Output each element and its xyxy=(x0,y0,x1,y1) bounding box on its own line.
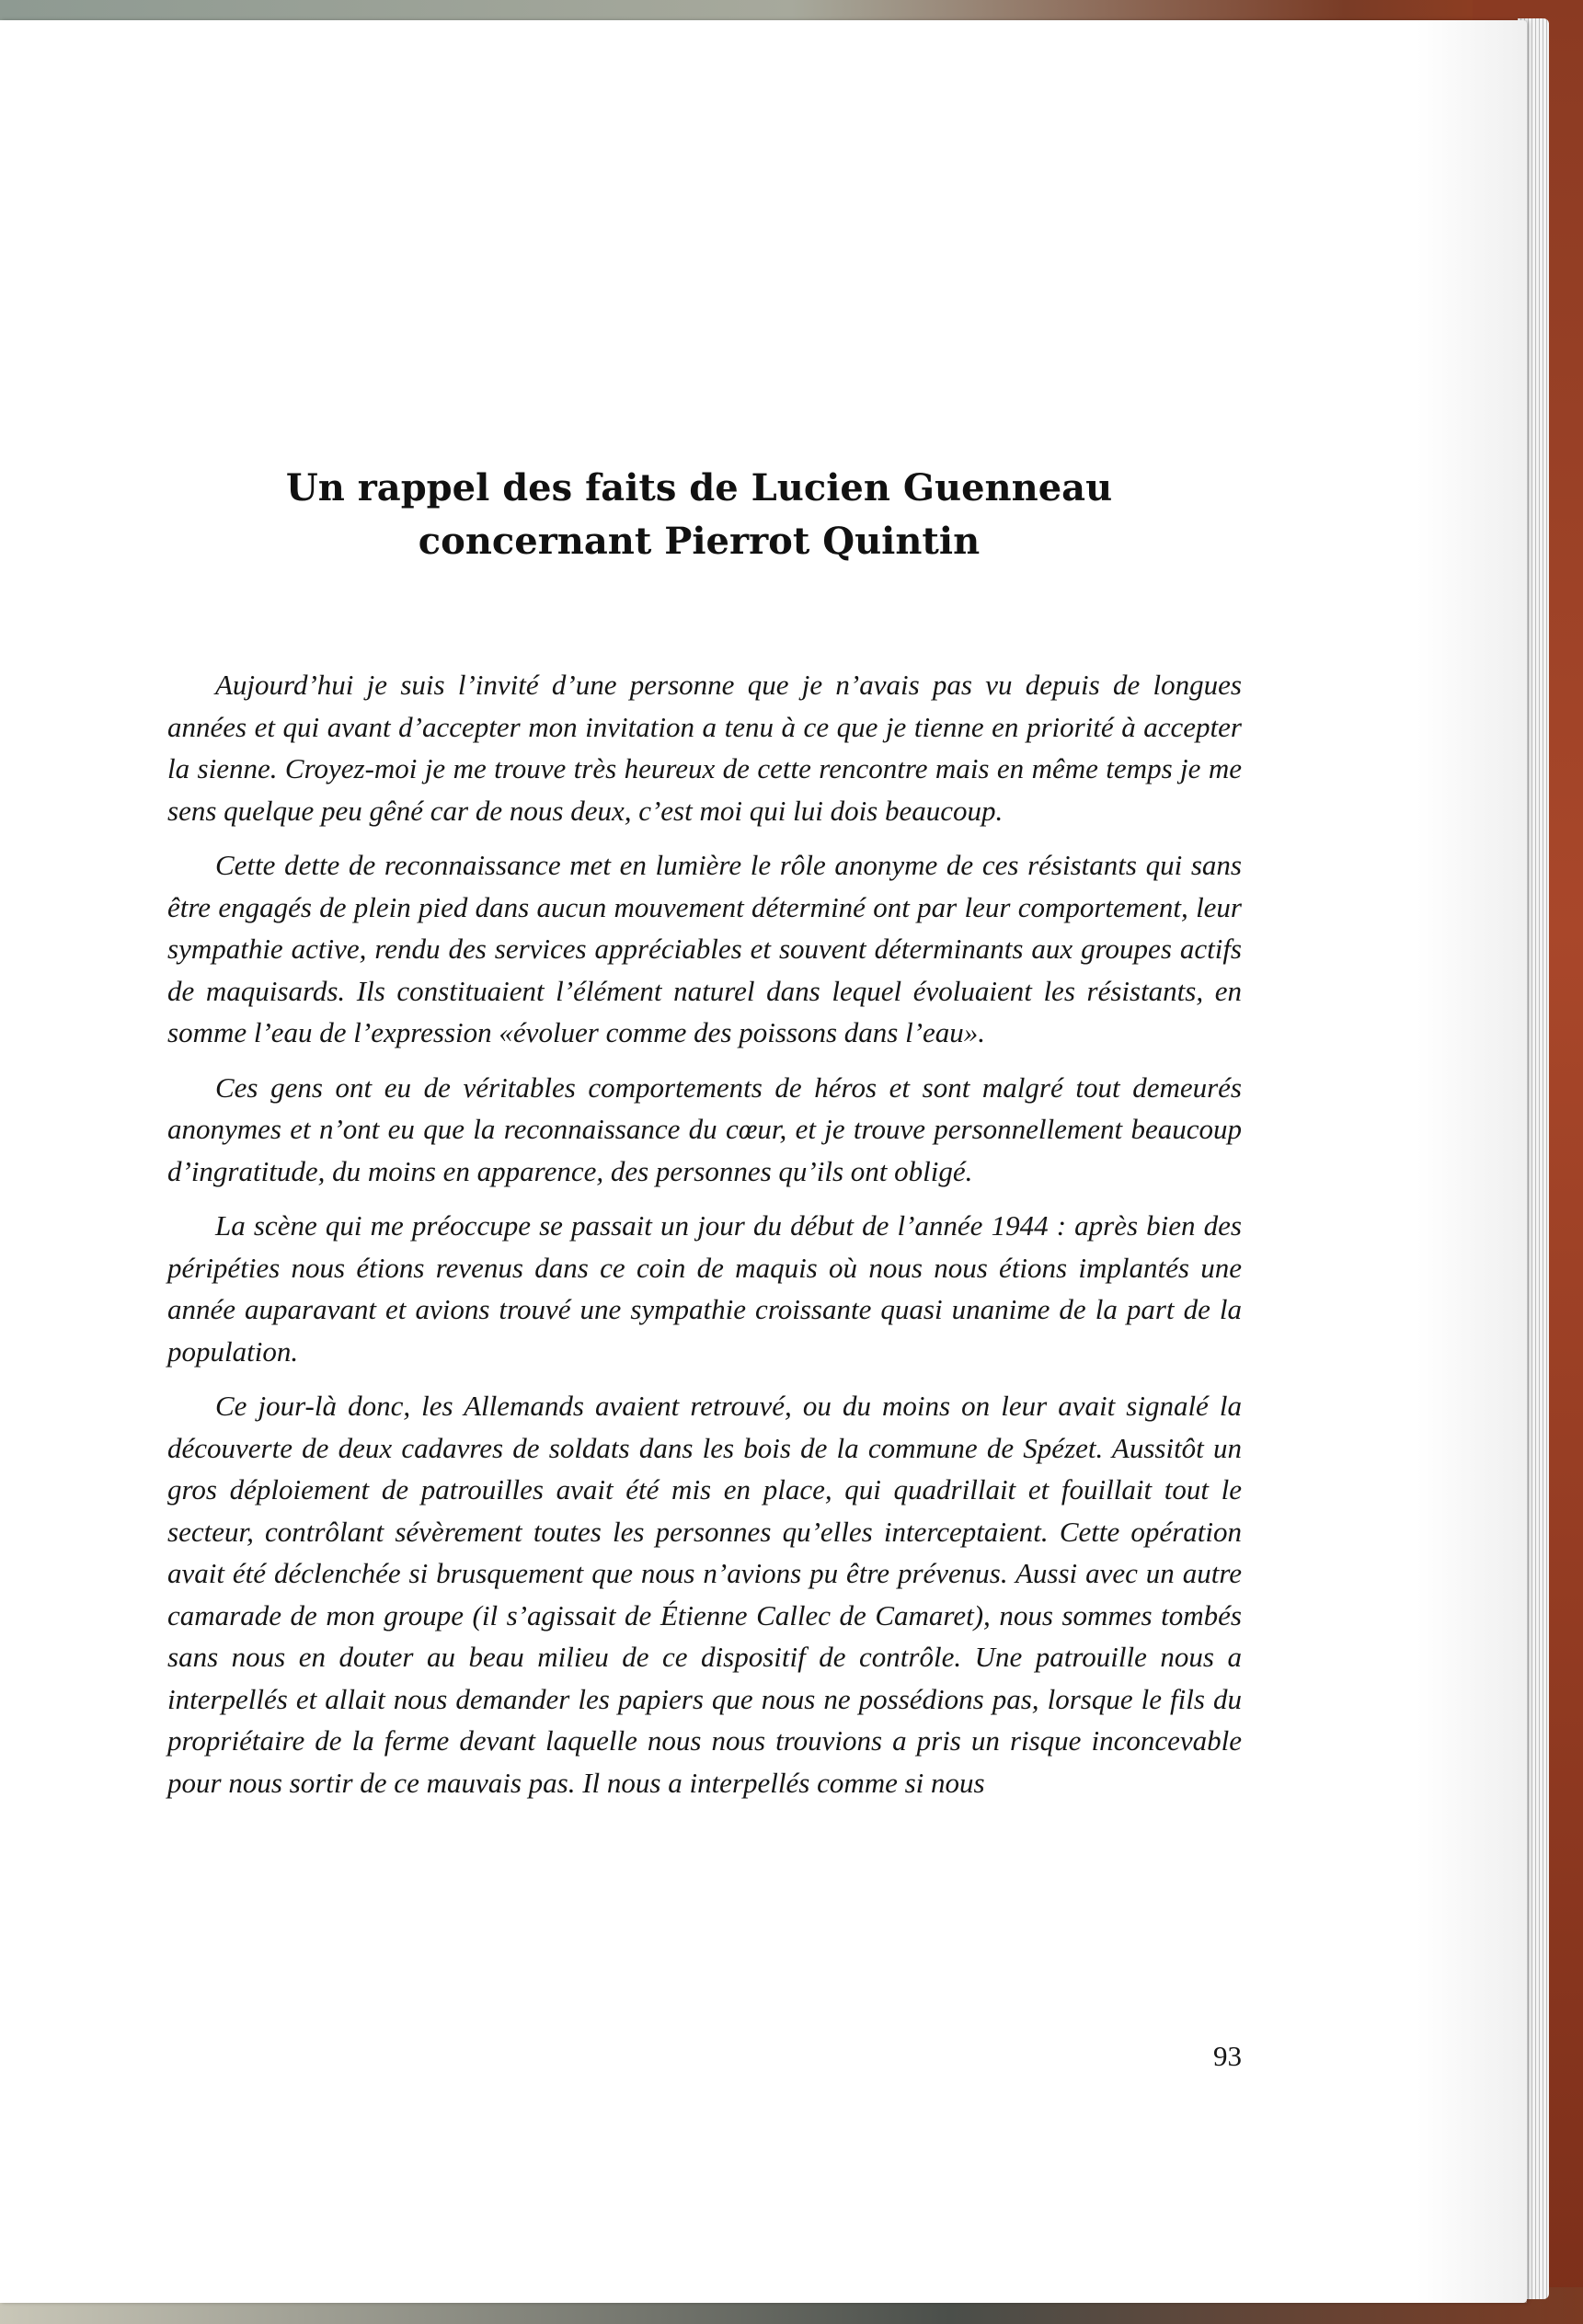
paragraph-1: Aujourd’hui je suis l’invité d’une personne que je n’avais pas vu depuis de longues années et qui avant d’accepter mon invitation a tenu à ce que je tienne en priorité à accepter la sienne. Croyez-moi je me trouve très heureux de cette rencontre mais en même temps je me sens quelque peu gêné car de nous deux, c’est moi qui lui dois beaucoup. xyxy=(167,669,1242,827)
chapter-title-line-2: concernant Pierrot Quintin xyxy=(418,520,981,563)
page-number: 93 xyxy=(1213,2040,1242,2072)
paragraph-3: Ces gens ont eu de véritables comportements de héros et sont malgré tout demeurés anonymes et n’ont eu que la reconnaissance du cœur, et je trouve personnellement beaucoup d’ingratitude, du moins en apparence, des personnes qu’ils ont obligé. xyxy=(167,1070,1242,1187)
paragraph-5: Ce jour-là donc, les Allemands avaient retrouvé, ou du moins on leur avait signalé la découverte de deux cadavres de soldats dans les bois de la commune de Spézet. Aussitôt un gros déploiement de patrouilles avait été mis en place, qui quadrillait et fouillait tout le secteur, contrôlant sévèrement toutes les personnes qu’elles interceptaient. Cette opération avait été déclenchée si brusquement que nous n’avions pu être prévenus. Aussi avec un autre camarade de mon groupe (il s’agissait de Étienne Callec de Camaret), nous sommes tombés sans nous en douter au beau milieu de ce dispositif de contrôle. Une patrouille nous a interpellés et allait nous demander les papiers que nous ne possédions pas, lorsque le fils du propriétaire de la ferme devant laquelle nous nous trouvions a pris un risque inconcevable pour nous sortir de ce mauvais pas. Il nous a interpellés comme si nous xyxy=(167,1390,1242,1799)
body-text xyxy=(167,664,1242,1816)
book-page xyxy=(0,20,1527,2303)
paragraph-2: Cette dette de reconnaissance met en lumière le rôle anonyme de ces résistants qui sans être engagés de plein pied dans aucun mouvement déterminé ont par leur comportement, leur sympathie active, rendu des services appréciables et souvent déterminants aux groupes actifs de maquisards. Ils constituaient l’élément naturel dans lequel évoluaient les résistants, en somme l’eau de l’expression «évoluer comme des poissons dans l’eau». xyxy=(167,849,1242,1048)
paragraph-4: La scène qui me préoccupe se passait un jour du début de l’année 1944 : après bien des péripéties nous étions revenus dans ce coin de maquis où nous nous étions implantés une année auparavant et avions trouvé une sympathie croissante quasi unanime de la part de la population. xyxy=(167,1209,1242,1368)
chapter-title-line-1: Un rappel des faits de Lucien Guenneau xyxy=(285,466,1113,509)
chapter-title xyxy=(184,462,1214,568)
